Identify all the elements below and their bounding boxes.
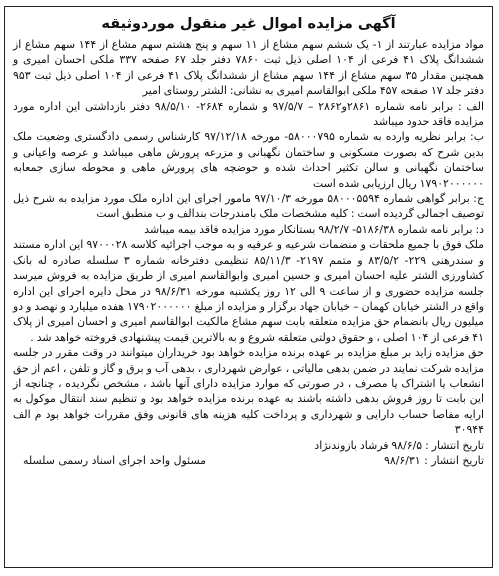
notice-paragraph-a: الف : برابر نامه شماره ۲۸۶۱و۲۸۶۲ – ۹۷/۵/۷ و شماره ۲۶۸۴- ۹۸/۵/۱۰ دفتر بازداشتی این اداره مورد مزایده فاقد حدود میباشد <box>13 99 484 129</box>
notice-paragraph-c: ج: برابر گواهی شماره ۵۸۰۰۰۵۵۹۴ مورخه ۹۷/۱۰/۳ مامور اجرای این اداره ملک مورد مزایده به شرح ذیل توصیف اجمالی گردیده است : کلیه مشخصات ملک بامندرجات بندالف و ب منطبق است <box>13 192 484 221</box>
notice-paragraph-items: مواد مزایده عبارتند از ۱- یک ششم سهم مشاع از ۱۱ سهم و پنج هشتم سهم مشاع از ۱۴۴ سهم مشاع از ششدانگ پلاک ۴۱ فرعی از ۱۰۴ اصلی ذیل ثبت ۷۸۶۰ دفتر جلد ۶۷ صفحه ۳۳۷ ملکی احسان امیری و همچنین مقدار ۳۵ سهم مشاع از ۱۴۴ سهم مشاع از ششدانگ پلاک ۴۱ فرعی از ۱۰۴ اصلی ذیل ثبت ۹۵۳ دفتر جلد ۱۷ صفحه ۴۵۷ ملکی ابوالقاسم امیری به نشانی: الشتر روستای امیر <box>13 38 485 98</box>
notice-paragraph-sale: ملک فوق با جمیع ملحقات و منضمات شرعیه و عرفیه و به موجب اجرائیه کلاسه ۹۷۰۰۰۲۸ این اداره مستند و سندرهنی ۲۲۹- ۸۳/۵/۲ و متمم ۲۱۹۷- ۸۵/۱۱/۳ تنظیمی دفترخانه شماره ۳ سلسله صادره له بانک کشاورزی الشتر علیه احسان امیری و حسین امیری وابوالقاسم امیری از طریق مزایده به فروش میرسد جلسه مزایده حضوری و از ساعت ۹ الی ۱۲ روز یکشنبه مورخه ۹۸/۶/۳۱ در محل دایره اجرای این اداره واقع در الشتر خیابان کهمان – خیابان جهاد برگزار و مزایده از مبلغ ۱۷۹۰۲۰۰۰۰۰۰ هفده میلیارد و نهصد و دو میلیون ریال بانضمام حق مزایده متعلقه بابت سهم مشاع مالکیت ابوالقاسم امیری و احسان امیری از پلاک ۴۱ فرعی از ۱۰۴ اصلی ، و حقوق دولتی متعلقه شروع و به بالاترین قیمت پیشنهادی فروخته خواهد شد . <box>13 238 485 344</box>
auction-notice <box>4 6 493 568</box>
signature-row <box>13 453 484 468</box>
notice-paragraph-terms: حق مزایده زاید بر مبلغ مزایده بر عهده برنده مزایده خواهد بود خریداران میتوانند در وقت مقرر در جلسه مزایده شرکت نمایند در ضمن بدهی مالیاتی ، عوارض شهرداری ، بدهی آب و برق و گاز و تلفن ، اعم از حق انشعاب یا اشتراک یا مصرف ، در صورتی که موارد مزایده دارای آنها باشد ، مشخص نگردیده ، چنانچه از این بابت تا روز فروش بدهی داشته باشند به عهده برنده مزایده خواهد بود و تنظیم سند انتقال موکول به ارایه مفاصا حساب دارایی و شهرداری و پرداخت کلیه هزینه های قانونی وفق مقررات خواهد بود م الف ۳۰۹۴۴ <box>13 346 484 437</box>
notice-paragraph-d: د: برابر نامه شماره ۵۱۸۶/۳۸- ۹۸/۲/۷ بستانکار مورد مزایده فاقد بیمه میباشد <box>144 222 484 236</box>
publish-date-second: تاریخ انتشار : ۹۸/۶/۳۱ <box>384 453 484 467</box>
notice-paragraph-b: ب: برابر نظریه وارده به شماره ۵۸۰۰۰۷۹۵- مورخه ۹۷/۱۲/۱۸ کارشناس رسمی دادگستری وضعیت ملک بدین شرح که بصورت مسکونی و ساختمان نگهبانی و مزرعه پرورش ماهی میباشد و عرصه واعیانی و ساختمان نگهبانی و سالن تکثیر احداث شده و حوضچه های پرورش ماهی و محوطه سازی جمعابه ۱۷۹۰۲۰۰۰۰۰۰ ریال ارزیابی شده است <box>13 130 484 190</box>
notice-title: آگهی مزایده اموال غیر منقول موردوثیقه <box>101 16 396 32</box>
official-title: مسئول واحد اجرای اسناد رسمی سلسله <box>23 453 206 467</box>
publish-date-first: تاریخ انتشار : ۹۸/۶/۵ فرشاد بازوندنژاد <box>314 438 484 452</box>
